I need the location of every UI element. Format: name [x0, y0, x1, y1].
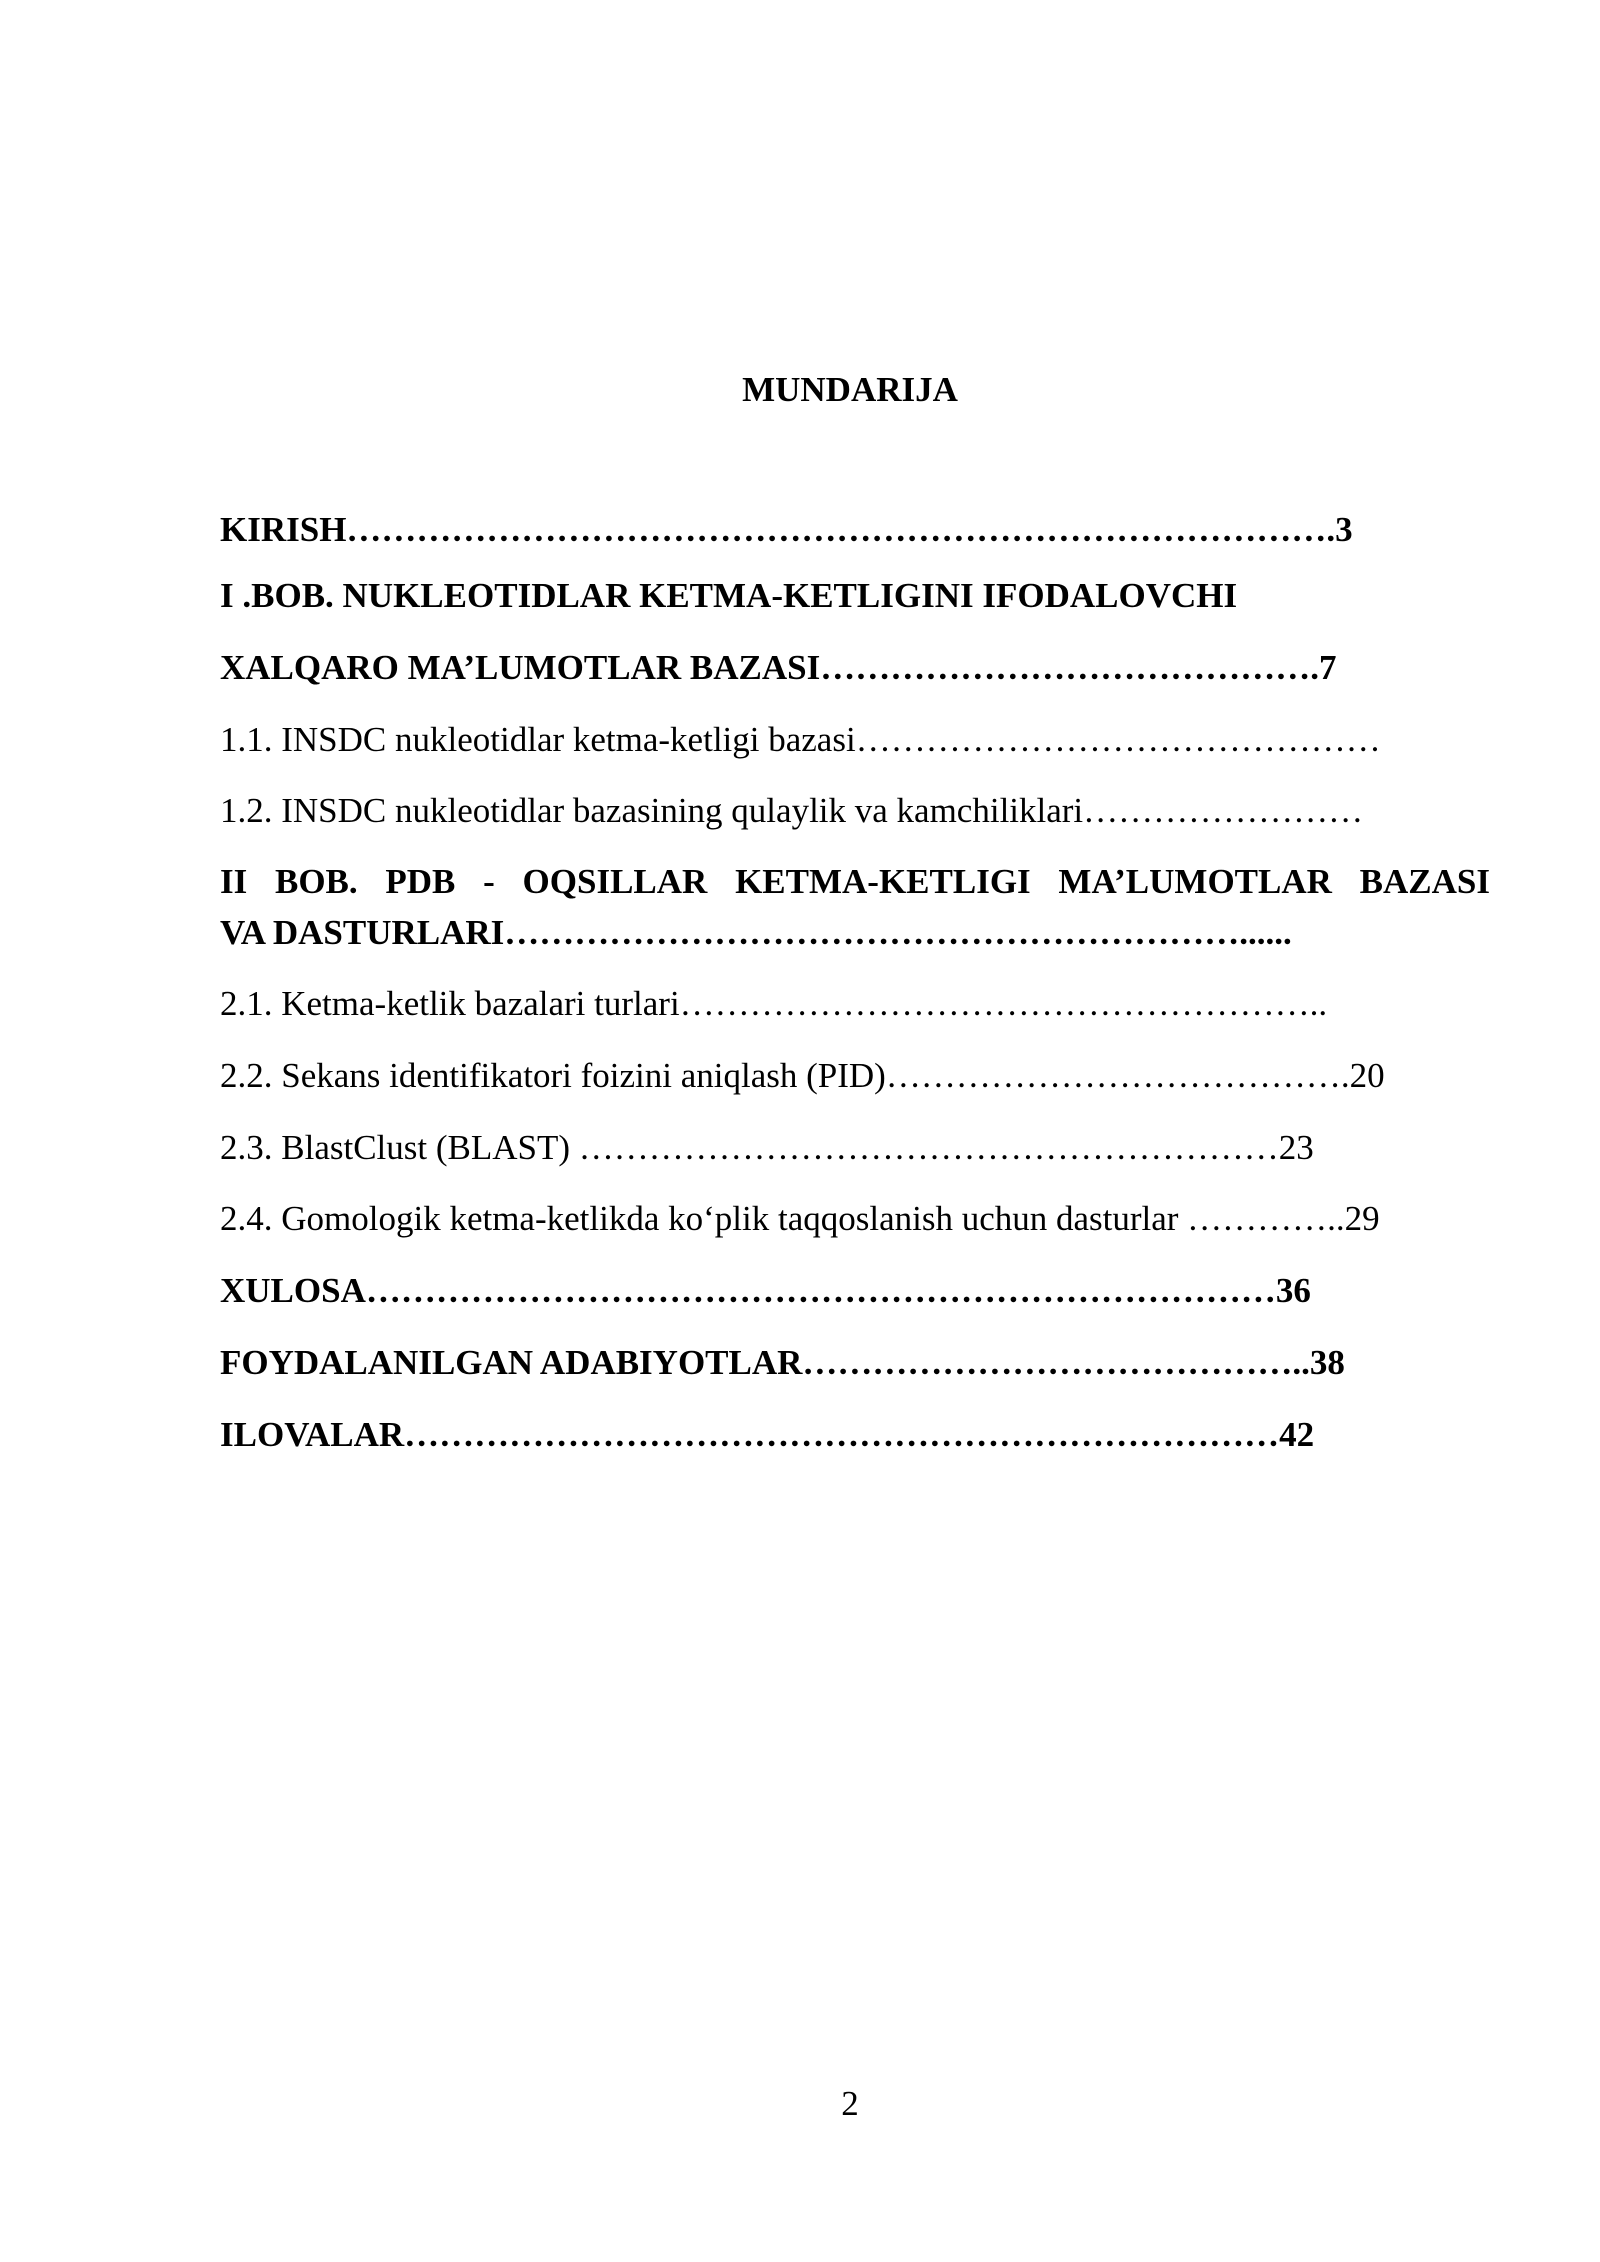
toc-entry-kirish: KIRISH………………………………………………………………………….3: [220, 510, 1353, 549]
toc-entry-xulosa: XULOSA……………………………………………………………………36: [220, 1271, 1311, 1310]
toc-entry-chapter-1-line-1: I .BOB. NUKLEOTIDLAR KETMA-KETLIGINI IFODALOVCHI: [220, 576, 1238, 615]
toc-entry-2-2: 2.2. Sekans identifikatori foizini aniqlash (PID)………………………………….20: [220, 1056, 1385, 1095]
toc-entry-1-1: 1.1. INSDC nukleotidlar ketma-ketligi bazasi………………………………………: [220, 720, 1381, 759]
toc-entry-2-3: 2.3. BlastClust (BLAST) ……………………………………………………23: [220, 1128, 1314, 1167]
toc-entry-2-4: 2.4. Gomologik ketma-ketlikda ko‘plik taqqoslanish uchun dasturlar …………..29: [220, 1199, 1380, 1238]
toc-entry-chapter-2-line-2: VA DASTURLARI………………………………………………………......: [220, 913, 1292, 952]
page-title: MUNDARIJA: [742, 370, 958, 409]
toc-entry-1-2: 1.2. INSDC nukleotidlar bazasining qulaylik va kamchiliklari……………………: [220, 791, 1364, 830]
toc-entry-adabiyotlar: FOYDALANILGAN ADABIYOTLAR……………………………………..38: [220, 1343, 1345, 1382]
toc-entry-chapter-1-line-2: XALQARO MA’LUMOTLAR BAZASI…………………………………….7: [220, 648, 1337, 687]
toc-entry-2-1: 2.1. Ketma-ketlik bazalari turlari………………………………………………..: [220, 984, 1328, 1023]
toc-entry-chapter-2-line-1: II BOB. PDB - OQSILLAR KETMA-KETLIGI MA’LUMOTLAR BAZASI: [220, 862, 1490, 901]
toc-entry-ilovalar: ILOVALAR…………………………………………………………………42: [220, 1415, 1315, 1454]
page-number: 2: [841, 2084, 859, 2123]
